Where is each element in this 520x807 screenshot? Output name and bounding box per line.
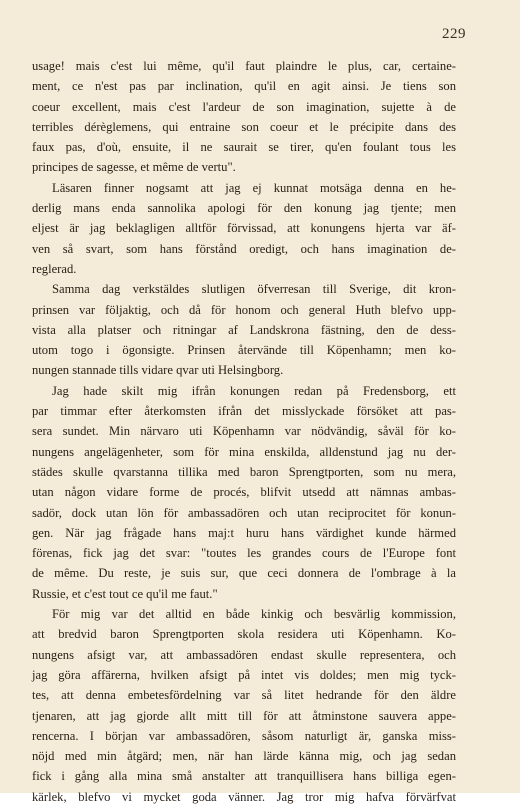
- text-line: terribles dérèglemens, qui entraine son coeur et le précipite dans des: [32, 119, 456, 134]
- paragraph-2: [32, 178, 456, 279]
- text-line: principes de sagesse, et même de vertu".: [32, 160, 236, 175]
- text-line: Läsaren finner nogsamt att jag ej kunnat motsäga denna en he-: [52, 180, 456, 195]
- text-line: att bredvid baron Sprengtporten skola residera uti Köpenhamn. Ko-: [32, 627, 456, 642]
- text-line: kärlek, blefvo vi mycket goda vänner. Jag tror mig hafva förvärfvat: [32, 789, 456, 804]
- text-line: Russie, et c'est tout ce qu'il me faut.": [32, 586, 218, 601]
- text-line: par timmar efter återkomsten ifrån det misslyckade försöket att pas-: [32, 404, 456, 419]
- text-line: de même. Du reste, je suis sur, que ceci donnera de l'ombrage à la: [32, 566, 456, 581]
- text-line: gen. När jag frågade hans maj:t huru hans värdighet kunde härmed: [32, 525, 456, 540]
- text-line: nungens angelägenheter, som för mina enskilda, alldenstund jag nu der-: [32, 444, 456, 459]
- paragraph-1: [32, 56, 456, 178]
- text-line: jag göra affärerna, hvilken afsigt på intet vis doldes; men mig tyck-: [32, 667, 456, 682]
- text-line: Jag hade skilt mig ifrån konungen redan på Fredensborg, ett: [52, 383, 456, 398]
- text-line: städes skulle qvarstanna tillika med baron Sprengtporten, som nu mera,: [32, 464, 456, 479]
- paragraph-3: [32, 279, 456, 380]
- text-line: ment, ce n'est pas par inclination, qu'il en agit ainsi. Je tiens son: [32, 79, 456, 94]
- body-text: [32, 56, 456, 807]
- text-line: fick i gång alla mina små anstalter att tranquillisera hans billiga egen-: [32, 769, 456, 784]
- text-line: coeur excellent, mais c'est l'ardeur de son imagination, sujette à de: [32, 99, 456, 114]
- text-line: derlig mans enda sannolika apologi för den konung jag tjente; men: [32, 201, 456, 216]
- text-line: reglerad.: [32, 261, 77, 276]
- text-line: förenas, fick jag det svar: "toutes les grandes cours de l'Europe font: [32, 546, 456, 561]
- text-line: nungens afsigt var, att ambassadören endast skulle representera, och: [32, 647, 456, 662]
- text-line: sadör, dock utan lön för ambassadören och utan reciprocitet för konun-: [32, 505, 456, 520]
- text-line: eljest är jag beklagligen alltför förvissad, att konungens hjerta var äf-: [32, 221, 456, 236]
- text-line: sera sundet. Min närvaro uti Köpenhamn var nödvändig, såväl för ko-: [32, 424, 456, 439]
- page-number: 229: [442, 26, 466, 42]
- text-line: rencerna. I början var ambassadören, såsom naturligt är, ganska miss-: [32, 728, 456, 743]
- text-line: prinsen var följaktig, och då för honom och general Huth blefvo upp-: [32, 302, 456, 317]
- text-line: För mig var det alltid en både kinkig och besvärlig kommission,: [52, 607, 456, 622]
- text-line: faux pas, d'où, ensuite, il ne saurait se tirer, qu'en foulant tous les: [32, 140, 456, 155]
- text-line: nöjd med min åtgärd; men, när han lärde känna mig, och jag sedan: [32, 749, 456, 764]
- paragraph-4: [32, 381, 456, 604]
- text-line: vista alla platser och ritningar af Landskrona fästning, den de dess-: [32, 322, 456, 337]
- paragraph-5: [32, 604, 456, 807]
- text-line: tes, att denna embetesfördelning var så litet hedrande för den äldre: [32, 688, 456, 703]
- text-line: nungen stannade tills vidare qvar uti Helsingborg.: [32, 363, 284, 378]
- text-line: utan någon vidare forme de procés, blifvit utsedd att nämnas ambas-: [32, 485, 456, 500]
- text-line: usage! mais c'est lui même, qu'il faut plaindre le plus, car, certaine-: [32, 59, 456, 73]
- text-line: Samma dag verkstäldes slutligen öfverresan till Sverige, dit kron-: [52, 282, 456, 297]
- text-line: utom togo i ögonsigte. Prinsen återvände till Köpenhamn; men ko-: [32, 343, 456, 358]
- text-line: ven så svart, som hans förstånd oredigt, och hans imagination de-: [32, 241, 456, 256]
- text-line: tjenaren, att jag gjorde allt mitt till för att åtminstone sauvera appe-: [32, 708, 456, 723]
